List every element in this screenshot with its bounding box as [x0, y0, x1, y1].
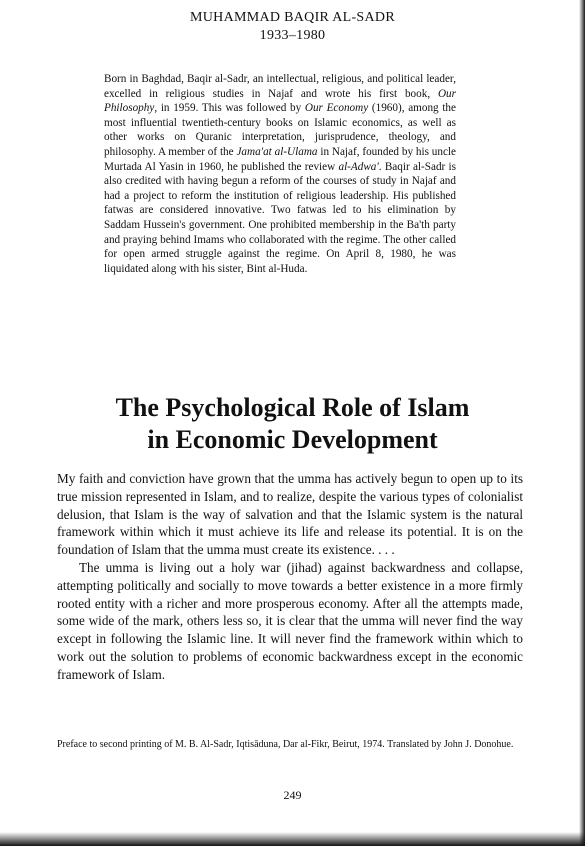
source-footnote: Preface to second printing of M. B. Al-Sadr, Iqtisāduna, Dar al-Fikr, Beirut, 1974. Translated by John J. Donohue.	[57, 739, 514, 750]
scan-edge-right	[579, 0, 585, 846]
author-biography	[104, 72, 456, 276]
body-paragraph-1: My faith and conviction have grown that the umma has actively begun to open up to its true mission represented in Islam, and to realize, despite the various types of colonialist delusion, that Islam is the way of salvation and that the Islamic system is the natural framework within which it must achieve its life and release its potential. It is on the foundation of Islam that the umma must create its existence. . . .	[57, 471, 523, 558]
bio-text-segment: Born in Baghdad, Baqir al-Sadr, an intellectual, religious, and political leader, excelled in religious studies in Najaf and wrote his first book,	[104, 73, 456, 100]
author-dates: 1933–1980	[259, 28, 326, 43]
body-paragraph-2: The umma is living out a holy war (jihad) against backwardness and collapse, attempting politically and socially to move towards a better existence in a more firmly rooted entity with a richer and more prosperous economy. After all the attempts made, some wide of the mark, others less so, it is clear that the umma will never find the way except in following the Islamic line. It will never find the framework within which to work out the solution to problems of economic backwardness except in the economic framework of Islam.	[57, 559, 523, 682]
page-number: 249	[283, 788, 302, 802]
chapter-body	[57, 470, 523, 684]
author-name: MUHAMMAD BAQIR AL-SADR	[190, 10, 395, 25]
organization-name: Jama'at al-Ulama	[236, 145, 318, 158]
bio-text-segment: , in 1959. This was followed by	[154, 102, 305, 115]
scan-edge-bottom	[0, 832, 585, 846]
book-title-our-economy: Our Economy	[304, 102, 369, 115]
bio-text-segment: . Baqir al-Sadr is also credited with having begun a reform of the courses of study in Najaf and had a project to reform the institution of religious leadership. His published fatwas are considered innovative. Two fatwas led to his elimination by Saddam Hussein's government. One prohibited membership in the Ba'th party and praying behind Imams who collaborated with the regime. The other called for open armed struggle against the regime. On April 8, 1980, he was liquidated along with his sister, Bint al-Huda.	[104, 160, 456, 275]
bio-text-segment: (1960), among the most influential twentieth-century books on Islamic economics, as well as other works on Quranic interpretation, jurisprudence, theology, and philosophy. A member of the	[104, 102, 456, 158]
review-title: al-Adwa'	[338, 160, 379, 173]
bio-text-segment: in Najaf, founded by his uncle Murtada Al Yasin in 1960, he published the review	[104, 145, 456, 173]
book-title-our-philosophy: Our Philosophy	[104, 87, 456, 115]
chapter-title-line-1: The Psychological Role of Islam	[115, 393, 470, 422]
chapter-title-line-2: in Economic Development	[147, 425, 438, 454]
biography-paragraph	[104, 72, 456, 276]
